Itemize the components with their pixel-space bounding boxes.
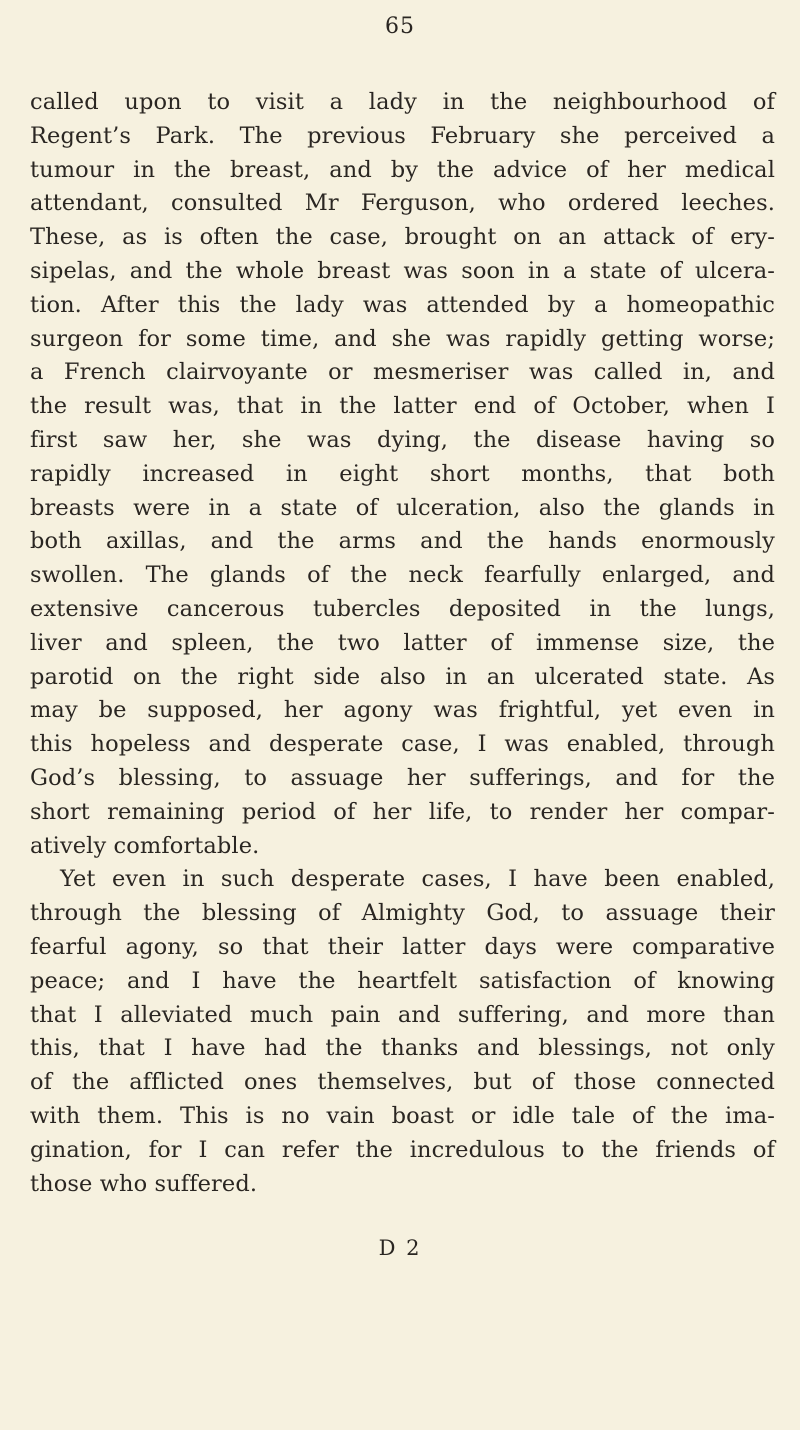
- text-line: These, as is often the case, brought on an attack of ery-: [30, 224, 775, 251]
- text-line: both axillas, and the arms and the hands enormously: [30, 528, 775, 555]
- text-line: God’s blessing, to assuage her sufferings, and for the: [30, 764, 775, 791]
- text-line: parotid on the right side also in an ulcerated state. As: [30, 663, 775, 690]
- text-line: breasts were in a state of ulceration, also the glands in: [30, 494, 775, 521]
- text-line: first saw her, she was dying, the disease having so: [30, 426, 775, 453]
- text-line: gination, for I can refer the incredulous to the friends of: [30, 1136, 775, 1163]
- text-line: the result was, that in the latter end of October, when I: [30, 393, 775, 420]
- text-line: tumour in the breast, and by the advice of her medical: [30, 156, 775, 183]
- text-line: short remaining period of her life, to render her compar-: [30, 798, 775, 825]
- text-line: Yet even in such desperate cases, I have been enabled,: [60, 866, 775, 893]
- text-line: rapidly increased in eight short months, that both: [30, 460, 775, 487]
- text-line: of the afflicted ones themselves, but of those connected: [30, 1069, 775, 1096]
- text-line: this hopeless and desperate case, I was enabled, through: [30, 731, 775, 758]
- text-line: Regent’s Park. The previous February she perceived a: [30, 122, 775, 149]
- text-line: swollen. The glands of the neck fearfully enlarged, and: [30, 562, 775, 589]
- text-line: may be supposed, her agony was frightful, yet even in: [30, 697, 775, 724]
- text-line: sipelas, and the whole breast was soon in a state of ulcera-: [30, 257, 775, 284]
- text-line: called upon to visit a lady in the neighbourhood of: [30, 89, 775, 115]
- text-line: tion. After this the lady was attended by a homeopathic: [30, 291, 775, 318]
- text-line: this, that I have had the thanks and blessings, not only: [30, 1035, 775, 1062]
- text-line: through the blessing of Almighty God, to assuage their: [30, 900, 775, 927]
- text-line: those who suffered.: [30, 1170, 258, 1197]
- text-line: attendant, consulted Mr Ferguson, who ordered leeches.: [30, 190, 775, 217]
- text-line: surgeon for some time, and she was rapidly getting worse;: [30, 325, 775, 352]
- text-line: a French clairvoyante or mesmeriser was called in, and: [30, 359, 775, 386]
- page-number: 65: [385, 14, 415, 39]
- text-line: that I alleviated much pain and suffering, and more than: [30, 1001, 775, 1028]
- text-line: with them. This is no vain boast or idle tale of the ima-: [30, 1102, 775, 1129]
- text-line: peace; and I have the heartfelt satisfaction of knowing: [30, 967, 775, 994]
- text-line: extensive cancerous tubercles deposited in the lungs,: [30, 595, 775, 622]
- text-line: fearful agony, so that their latter days were comparative: [30, 933, 775, 960]
- text-line: liver and spleen, the two latter of immense size, the: [30, 629, 775, 656]
- text-line: atively comfortable.: [30, 832, 260, 859]
- body-text: [30, 86, 775, 1201]
- signature-mark: D 2: [378, 1236, 422, 1260]
